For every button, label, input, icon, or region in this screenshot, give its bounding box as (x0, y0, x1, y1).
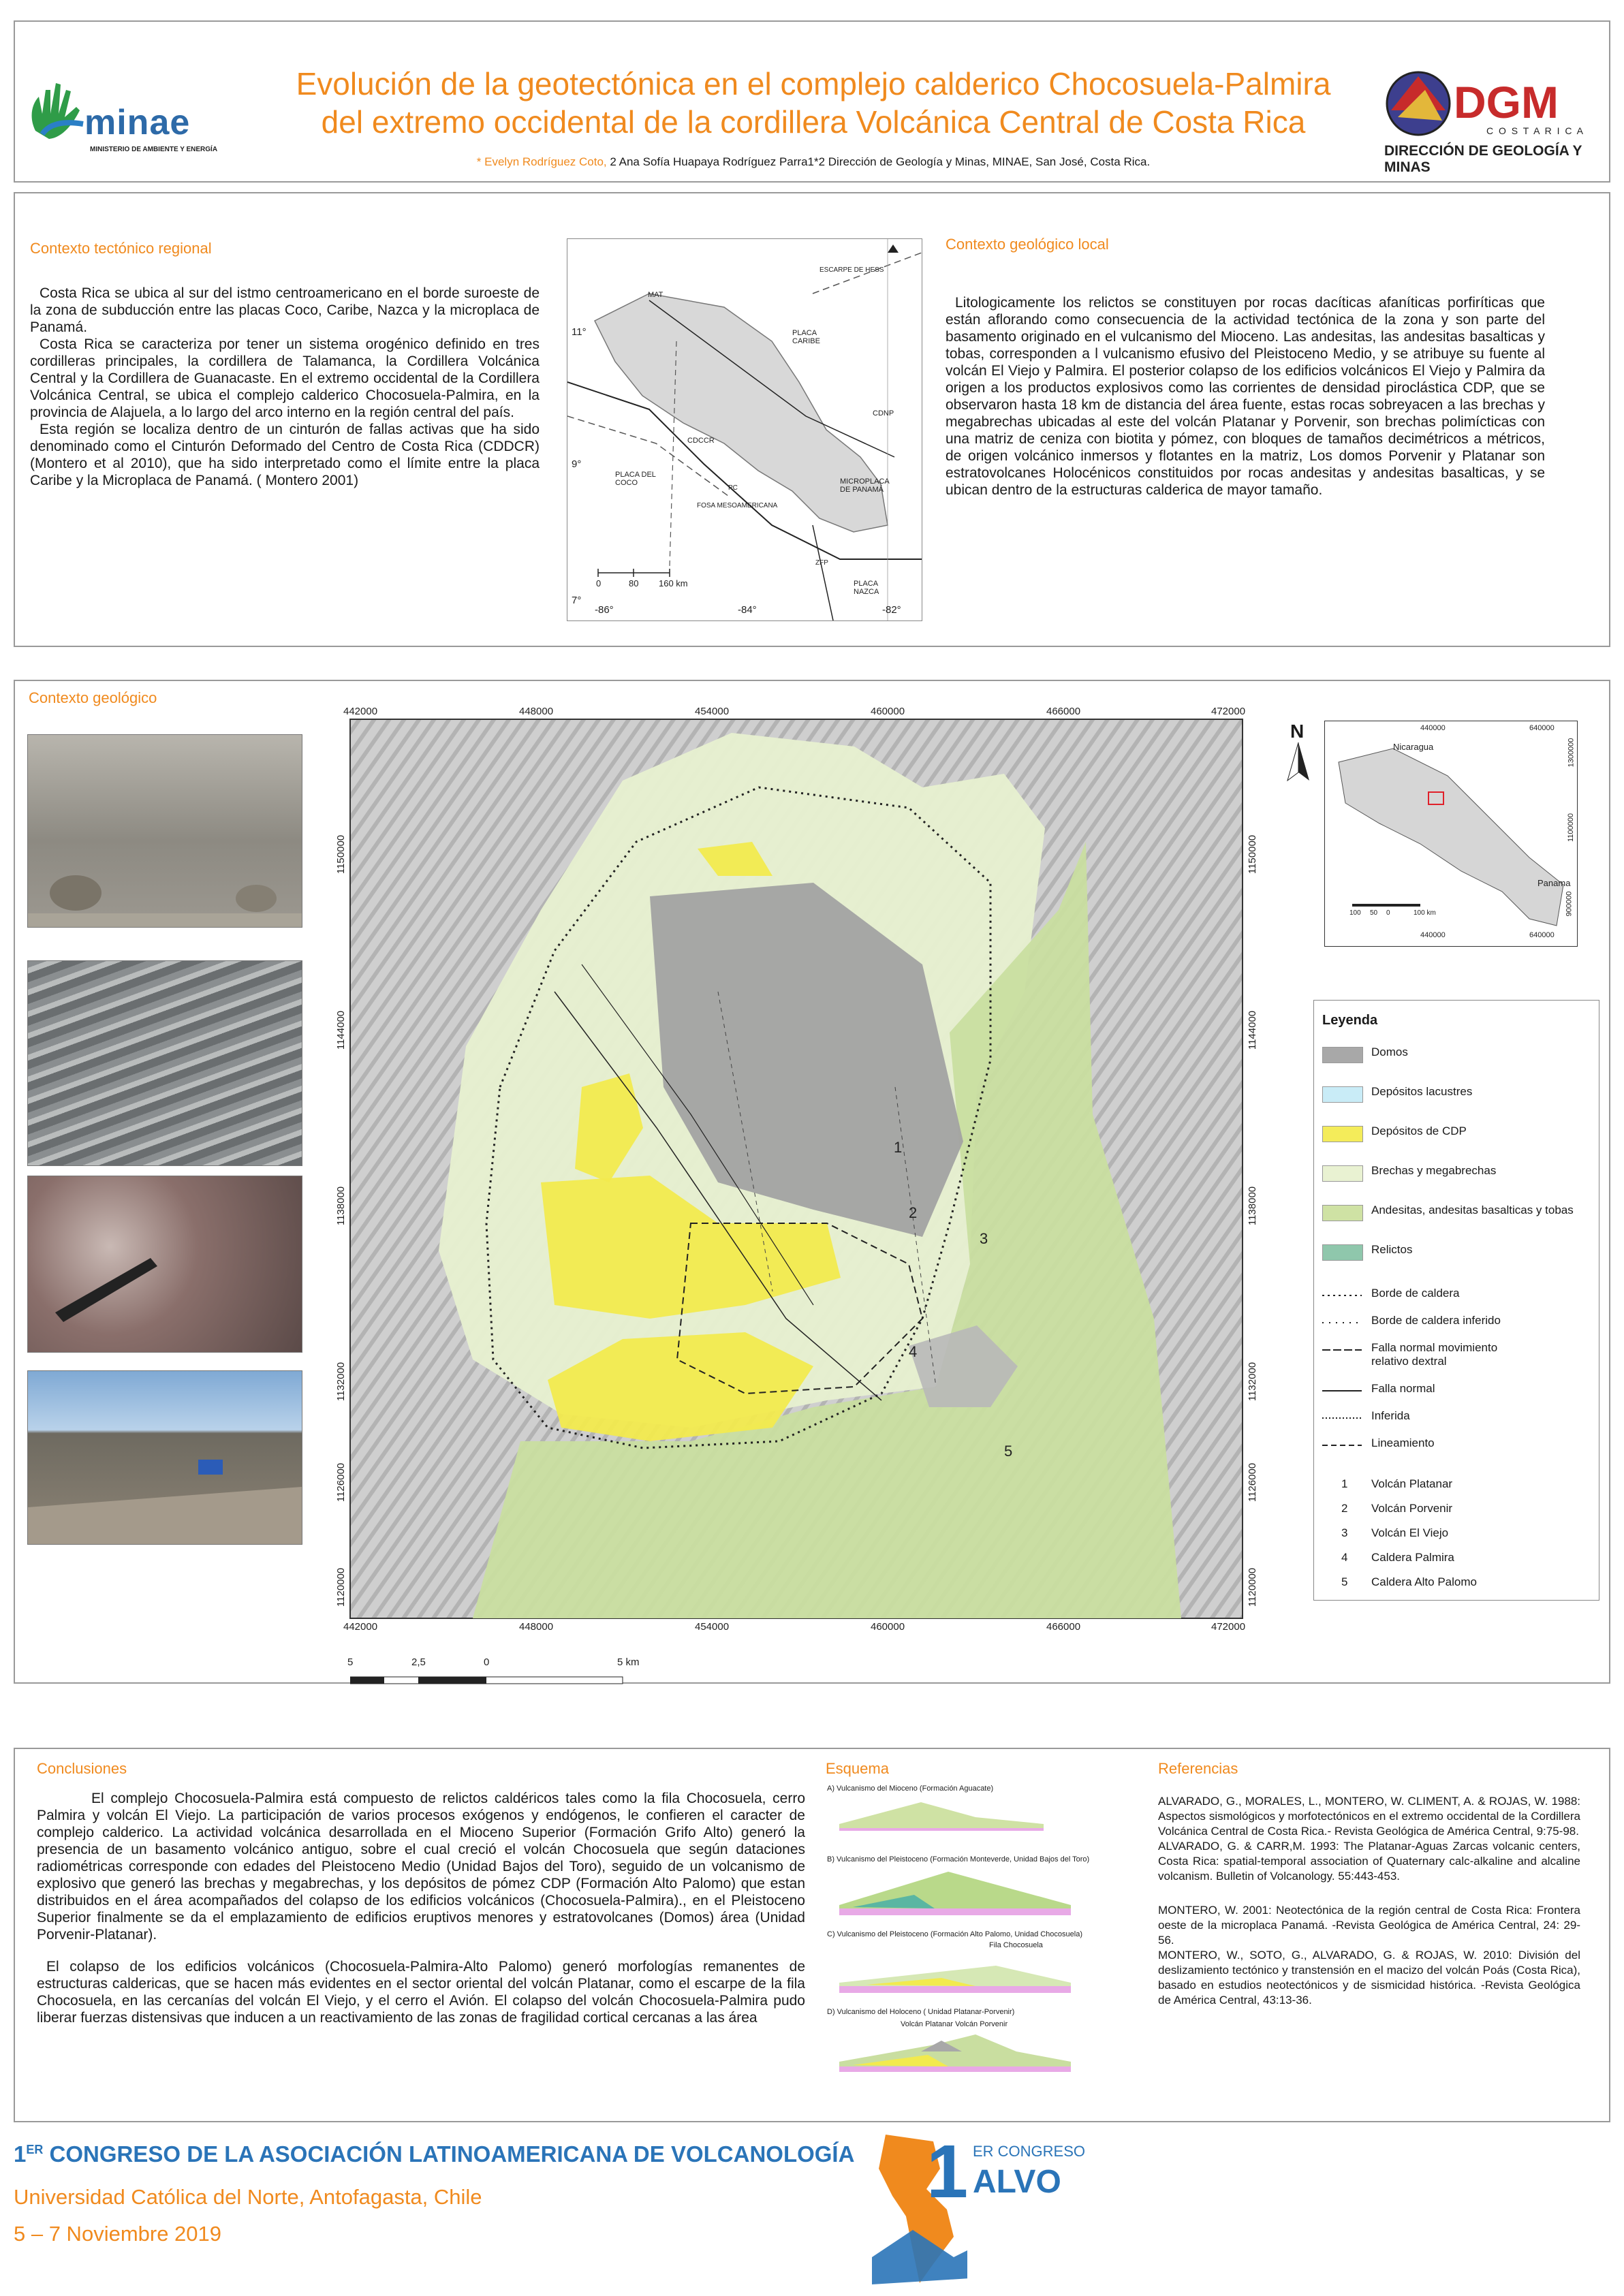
schema-d-sub: Volcán Platanar Volcán Porvenir (901, 2020, 1008, 2028)
legend-line-label: Falla normal movimiento relativo dextral (1371, 1341, 1498, 1368)
legend-line-symbol (1322, 1442, 1362, 1449)
legend-swatch (1322, 1086, 1363, 1103)
legend-title: Leyenda (1322, 1013, 1378, 1028)
references-title: Referencias (1158, 1760, 1238, 1777)
tectonic-p2: Costa Rica se caracteriza por tener un sistema orogénico definido en tres cordilleras principales, la cordillera de Talamanca, la Cordillera Volcánica Central y la Cordillera de Guanacaste. En el extremo occidental de la Cordillera Volcánica Central, se ubica el complejo calderico Chocosuela-Palmira, en la provincia de Alajuela, a lo largo del arco interno en la región central del país. (30, 336, 540, 420)
geomap-scale-5km: 5 km (617, 1656, 640, 1668)
tecmap-lon-86: -86° (595, 604, 614, 616)
geomap-label-1: 1 (894, 1139, 903, 1156)
tectonic-text (30, 285, 540, 489)
inset-panama: Panama (1537, 878, 1571, 888)
outcrop-photo-2 (27, 960, 302, 1166)
dgm-logo-sub: DIRECCIÓN DE GEOLOGÍA Y MINAS (1384, 143, 1582, 175)
university: Universidad Católica del Norte, Antofagasta, Chile (14, 2185, 482, 2209)
schema-c: C) Vulcanismo del Pleistoceno (Formación Alto Palomo, Unidad Chocosuela) (827, 1930, 1082, 1938)
dates: 5 – 7 Noviembre 2019 (14, 2222, 222, 2246)
geomap-x-tick-6: 472000 (1211, 706, 1246, 717)
schema-title: Esquema (826, 1760, 889, 1777)
inset-scale-0: 0 (1386, 909, 1390, 917)
geologic-map (337, 706, 1267, 1650)
congress-heading (14, 2141, 854, 2167)
legend-unit-label: Depósitos lacustres (1371, 1085, 1473, 1098)
geomap-x-tick-bottom-2: 448000 (519, 1621, 554, 1633)
dgm-logo (1384, 69, 1602, 175)
geomap-x-tick-5: 466000 (1046, 706, 1081, 717)
legend-number-label: Caldera Alto Palomo (1371, 1575, 1477, 1588)
geomap-x-tick-2: 448000 (519, 706, 554, 717)
header-box (14, 20, 1610, 183)
legend-number: 1 (1341, 1477, 1348, 1490)
geolocal-p: Litologicamente los relictos se constituyen por rocas dacíticas afaníticas porfiríticas que están aflorando como consecuencia de la actividad tectónica de la zona y son parte del basamento originado en el vulcanismo del Mioceno. Las andesitas, las andesitas basalticas y tobas, corresponden a l vulcanismo efusivo del Pleistoceno Medio, y se atribuye su fuente al volcán El Viejo y Palmira. El posterior colapso de los edificios volcánicos El Viejo y Palmira da origen a los productos explosivos como las corrientes de densidad piroclástica CDP, que se observaron hasta 18 km de distancia del área fuente, estas rocas sobreyacen a las brechas y megabrechas ubicadas al este del volcán Platanar y Porvenir, son brechas polimícticas con una matriz de ceniza con biotita y pómez, con bloques de tamaños decimétricos a métricos, de origen volcánico inmersos y flotantes en la matriz, Los domos Porvenir y Platanar son estratovolcanes Holocénicos constituidos por rocas andesitas y andesitas basalticas, y se ubican dentro de la estructuras calderica de mayor tamaño. (946, 295, 1545, 498)
legend-line-symbol (1322, 1415, 1362, 1421)
legend-unit-label: Relictos (1371, 1243, 1413, 1256)
legend-line-label: Inferida (1371, 1409, 1410, 1422)
tecmap-cdccr: CDCCR (687, 437, 715, 445)
geomap-y-tick-right-6: 1120000 (1247, 1567, 1259, 1607)
inset-scale-50: 50 (1370, 909, 1378, 917)
inset-y-tick-2: 1100000 (1567, 813, 1576, 843)
alvo-logo (872, 2128, 1090, 2291)
outcrop-photo-1 (27, 734, 302, 928)
legend-line-label: Lineamiento (1371, 1436, 1435, 1449)
geomap-y-tick-right-4: 1132000 (1247, 1362, 1259, 1402)
tectonic-map (567, 238, 922, 621)
geomap-y-tick-4: 1132000 (335, 1362, 347, 1402)
conclusions-p1: El complejo Chocosuela-Palmira está compuesto de relictos caldéricos tales como la fila Chocosuela, cerro Palmira y volcán El Viejo. La participación de varios procesos exógenos y endógenos, le confieren el caracter de complejo calderico. La actividad volcánica desarrollada en el Mioceno Superior (Formación Grifo Alto) generó la presencia de un basamento volcánico antiguo, sobre el cual creció el volcán Chocosuela que según dataciones radiométricas corresponde con edades del Pleistoceno Medio (Unidad Bajos del Toro), seguido de un volcanismo de explosivo que generó las brechas y megabrechas, y los depósitos de pómez CDP (Formación Alto Palomo) que estan distribuidos en el área acompañados del colapso de los edificios volcánicos (Chocosuela-Palmira)., en el Pleistoceno Superior finalmente se da el emplazamiento de edificios eruptivos menores y estratovolcanes (Domos) área (Unidad Porvenir-Platanar). (37, 1791, 805, 1943)
tectonic-p3: Esta región se localiza dentro de un cinturón de fallas activas que ha sido denominado como el Cinturón Deformado del Centro de Costa Rica (CDDCR) (Montero et al 2010), que ha sido interpretado como el límite entre la placa Caribe y la Microplaca de Panamá. ( Montero 2001) (30, 422, 540, 488)
geomap-x-tick-bottom-3: 454000 (695, 1621, 730, 1633)
north-label: N (1290, 721, 1305, 742)
geomap-y-tick-right-3: 1138000 (1247, 1186, 1259, 1226)
congress-sup: ER (26, 2143, 44, 2156)
geomap-box (14, 680, 1610, 1684)
geomap-x-tick-3: 454000 (695, 706, 730, 717)
legend-line-symbol (1322, 1319, 1362, 1326)
legend-unit-label: Depósitos de CDP (1371, 1125, 1467, 1137)
tectonic-p1: Costa Rica se ubica al sur del istmo centroamericano en el borde suroeste de la zona de subducción entre las placas Coco, Caribe, Nazca y la microplaca de Panamá. (30, 285, 540, 335)
dgm-logo-country: C O S T A R I C A (1486, 125, 1584, 136)
geomap-scale-5: 5 (347, 1656, 354, 1668)
geolocal-text (946, 294, 1545, 499)
legend-swatch (1322, 1205, 1363, 1221)
reference-3: MONTERO, W. 2001: Neotectónica de la región central de Costa Rica: Frontera oeste de la microplaca Panamá. -Revista Geológica de América Central, 24: 29-56. (1158, 1904, 1580, 1947)
geomap-x-tick-bottom-5: 466000 (1046, 1621, 1081, 1633)
tecmap-lon-84: -84° (738, 604, 757, 616)
poster-title-line1: Evolución de la geotectónica en el complejo calderico Chocosuela-Palmira (296, 66, 1331, 101)
tecmap-zfp: ZFP (815, 559, 828, 567)
legend-line-symbol (1322, 1347, 1362, 1353)
geomap-scale-25: 2,5 (411, 1656, 426, 1668)
legend-swatch (1322, 1244, 1363, 1261)
geomap-label-5: 5 (1004, 1443, 1013, 1460)
inset-scale-100km: 100 km (1414, 909, 1436, 917)
author-rest: 2 Ana Sofía Huapaya Rodríguez Parra1*2 Dirección de Geología y Minas, MINAE, San José, Costa Rica. (606, 155, 1151, 168)
inset-x-tick-bottom-1: 440000 (1420, 931, 1446, 939)
schema-a: A) Vulcanismo del Mioceno (Formación Aguacate) (827, 1784, 994, 1793)
tecmap-fosa: FOSA MESOAMERICANA (697, 502, 778, 509)
geomap-y-tick-3: 1138000 (335, 1186, 347, 1226)
legend-line-symbol (1322, 1387, 1362, 1394)
legend-number-label: Volcán Platanar (1371, 1477, 1453, 1490)
tecmap-pc: PC (728, 484, 738, 492)
legend-number-label: Volcán Porvenir (1371, 1502, 1453, 1515)
geomap-x-tick-4: 460000 (871, 706, 905, 717)
inset-x-tick-2: 640000 (1529, 724, 1555, 732)
geomap-y-tick-1: 1150000 (335, 834, 347, 875)
legend-swatch (1322, 1126, 1363, 1142)
geomap-x-tick-1: 442000 (343, 706, 378, 717)
inset-y-tick-1: 1300000 (1567, 738, 1576, 768)
geomap-title: Contexto geológico (29, 689, 157, 706)
authors (15, 155, 1612, 169)
tectonic-title: Contexto tectónico regional (30, 240, 212, 257)
legend-number-label: Volcán El Viejo (1371, 1526, 1449, 1539)
congress-name: CONGRESO DE LA ASOCIACIÓN LATINOAMERICANA DE VOLCANOLOGÍA (43, 2141, 855, 2167)
legend-line-label: Falla normal (1371, 1382, 1435, 1395)
north-arrow-icon (1285, 742, 1312, 782)
legend (1313, 1000, 1599, 1601)
geomap-y-tick-2: 1144000 (335, 1010, 347, 1050)
tecmap-lat-7: 7° (572, 595, 582, 606)
congress-number: 1 (14, 2141, 27, 2167)
alvo-logo-number: 1 (926, 2130, 969, 2214)
tecmap-mat: MAT (648, 291, 663, 299)
legend-swatch (1322, 1047, 1363, 1063)
tecmap-nazca: PLACA NAZCA (854, 580, 879, 596)
poster-title-line2: del extremo occidental de la cordillera Volcánica Central de Costa Rica (321, 104, 1306, 140)
geomap-scale-0: 0 (484, 1656, 490, 1668)
tecmap-caribe: PLACA CARIBE (792, 329, 820, 345)
tecmap-lat-9: 9° (572, 458, 582, 470)
legend-number: 2 (1341, 1502, 1348, 1515)
inset-x-tick-bottom-2: 640000 (1529, 931, 1555, 939)
alvo-logo-top: ER CONGRESO (973, 2143, 1086, 2160)
inset-scale-100a: 100 (1349, 909, 1361, 917)
tecmap-scale-80: 80 (629, 578, 639, 588)
geolocal-title: Contexto geológico local (946, 236, 1109, 253)
schema-b: B) Vulcanismo del Pleistoceno (Formación Monteverde, Unidad Bajos del Toro) (827, 1855, 1090, 1863)
geomap-x-tick-bottom-1: 442000 (343, 1621, 378, 1633)
tecmap-scale-0: 0 (596, 578, 602, 588)
legend-number: 3 (1341, 1526, 1348, 1539)
geomap-y-tick-right-2: 1144000 (1247, 1010, 1259, 1050)
tecmap-lon-82: -82° (882, 604, 901, 616)
legend-number-label: Caldera Palmira (1371, 1551, 1454, 1564)
legend-number: 5 (1341, 1575, 1348, 1588)
dgm-logo-name: DGM (1454, 77, 1559, 127)
legend-line-label: Borde de caldera inferido (1371, 1314, 1501, 1327)
bottom-box (14, 1748, 1610, 2122)
schema-c-sub: Fila Chocosuela (989, 1941, 1043, 1949)
schema-figure (826, 1782, 1125, 2109)
geomap-label-4: 4 (909, 1343, 918, 1360)
tecmap-lat-11: 11° (572, 326, 587, 338)
geomap-label-2: 2 (909, 1204, 918, 1221)
alvo-logo-name: ALVO (973, 2164, 1061, 2200)
tecmap-escarpe: ESCARPE DE HESS (819, 266, 884, 274)
inset-map (1283, 706, 1598, 956)
legend-unit-label: Domos (1371, 1045, 1408, 1058)
context-box (14, 192, 1610, 647)
schema-d: D) Vulcanismo del Holoceno ( Unidad Platanar-Porvenir) (827, 2008, 1015, 2016)
legend-swatch (1322, 1165, 1363, 1182)
minae-logo-sub: MINISTERIO DE AMBIENTE Y ENERGÍA (90, 146, 218, 153)
conclusions-p2: El colapso de los edificios volcánicos (Chocosuela-Palmira-Alto Palomo) generó morfologías remanentes de estructuras caldericas, que se hacen más evidentes en el sector oriental del volcán Platanar, como el escarpe de la fila Chocosuela, en las cercanías del volcán El Viejo, y el cerro el Avión. El colapso del volcán Chocosuela-Palmira pudo liberar fuerzas distensivas que inducen a un reactivamiento de las zonas de fragilidad cortical cercanas a las área (37, 1959, 805, 2026)
legend-unit-label: Brechas y megabrechas (1371, 1164, 1497, 1177)
dgm-emblem-icon (1384, 69, 1452, 138)
north-arrow (1283, 721, 1313, 782)
geomap-label-3: 3 (980, 1230, 988, 1247)
tecmap-scale-160: 160 km (659, 578, 688, 588)
geomap-scale (337, 1656, 650, 1685)
legend-line-symbol (1322, 1292, 1362, 1299)
tecmap-panama: MICROPLACA DE PANAMÁ (840, 477, 890, 494)
geomap-x-tick-bottom-6: 472000 (1211, 1621, 1246, 1633)
legend-unit-label: Andesitas, andesitas basalticas y tobas (1371, 1204, 1574, 1216)
conclusions-title: Conclusiones (37, 1760, 127, 1777)
legend-line-label: Borde de caldera (1371, 1287, 1460, 1300)
tecmap-cdnp: CDNP (873, 409, 894, 418)
inset-y-tick-3: 900000 (1565, 891, 1574, 917)
geomap-y-tick-right-5: 1126000 (1247, 1462, 1259, 1503)
geomap-y-tick-right-1: 1150000 (1247, 834, 1259, 875)
geomap-y-tick-6: 1120000 (335, 1567, 347, 1607)
reference-1: ALVARADO, G., MORALES, L., MONTERO, W. CLIMENT, A. & ROJAS, W. 1988: Aspectos sismológicos y morfotectónicos en el extremo occidental de la Cordillera Volcánica Central de Costa Rica.- Revista Geológica de América Central, 9:75-98. (1158, 1795, 1580, 1838)
references-text (1158, 1794, 1580, 2008)
outcrop-photo-3 (27, 1176, 302, 1353)
minae-logo-name: minae (84, 103, 191, 142)
geomap-x-tick-bottom-4: 460000 (871, 1621, 905, 1633)
author-highlight: * Evelyn Rodríguez Coto, (476, 155, 607, 168)
legend-number: 4 (1341, 1551, 1348, 1564)
tecmap-coco: PLACA DEL COCO (615, 471, 656, 487)
conclusions-text (37, 1790, 805, 2026)
outcrop-photo-4 (27, 1370, 302, 1545)
inset-nicaragua: Nicaragua (1393, 742, 1434, 752)
reference-4: MONTERO, W., SOTO, G., ALVARADO, G. & ROJAS, W. 2010: División del deslizamiento tectónico y transtensión en el macizo del volcán Poás (Costa Rica), basado en estudios neotectónicos y de sismicidad histórica. -Revista Geológica de América Central, 43:13-36. (1158, 1949, 1580, 2007)
geomap-y-tick-5: 1126000 (335, 1462, 347, 1503)
reference-2: ALVARADO, G. & CARR,M. 1993: The Platanar-Aguas Zarcas volcanic centers, Costa Rica: spatial-temporal association of Quaternary calc-alkaline and alcaline volcanism. Bulletin of Volcanology. 55:443-453. (1158, 1840, 1580, 1883)
inset-x-tick-1: 440000 (1420, 724, 1446, 732)
inset-frame (1324, 721, 1578, 947)
